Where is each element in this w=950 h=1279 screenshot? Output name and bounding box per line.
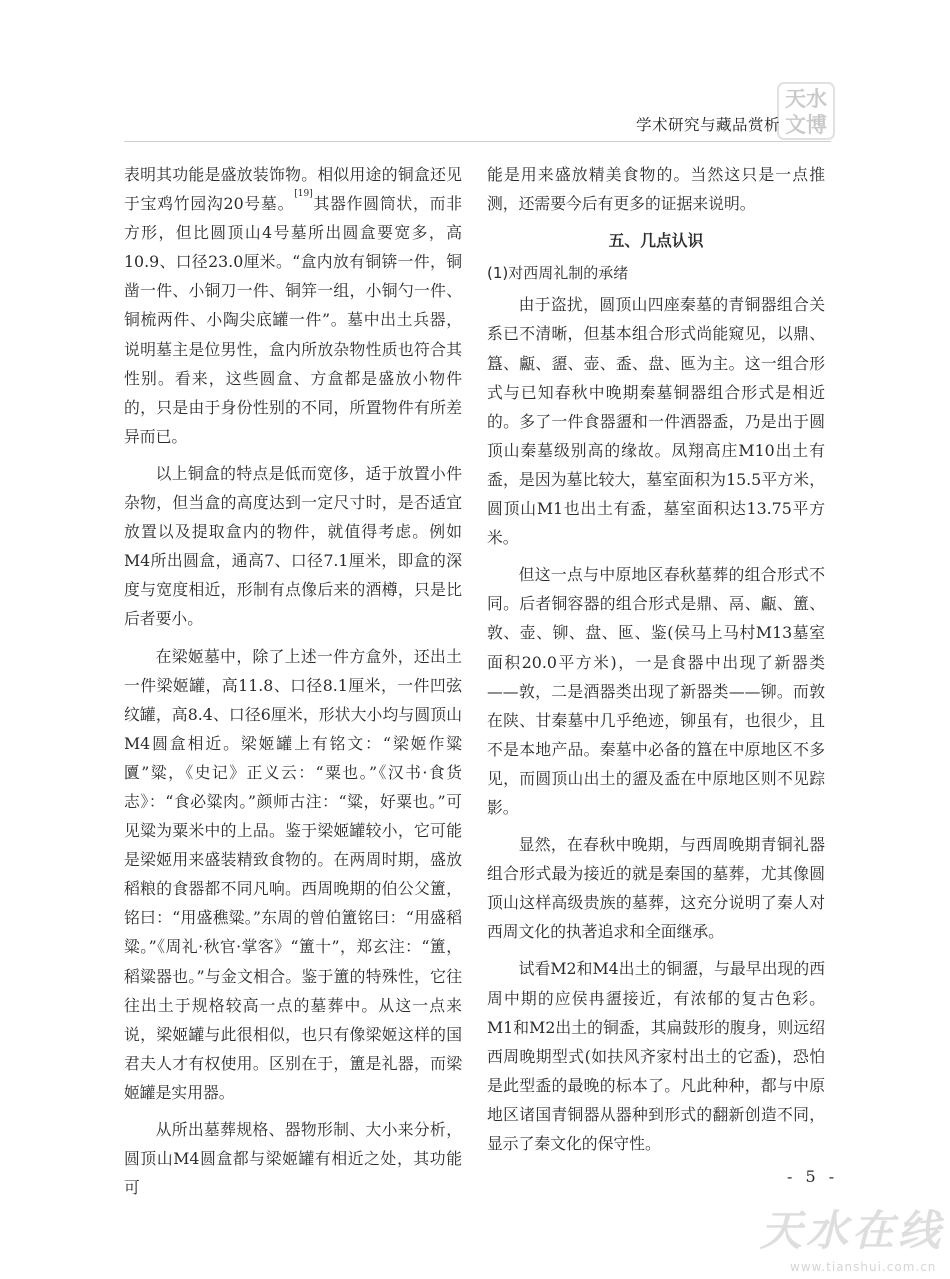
sub-heading: (1)对西周礼制的承绪 bbox=[487, 264, 629, 283]
left-text-column bbox=[124, 160, 462, 1210]
paragraph: 以上铜盒的特点是低而宽侈，适于放置小件杂物，但当盒的高度达到一定尺寸时，是否适宜放置以及提取盒内的物件，就值得考虑。例如M4所出圆盒，通高7、口径7.1厘米，即盒的深度与宽度相近，形制有点像后来的酒樽，只是比后者要小。 bbox=[124, 463, 462, 629]
paragraph: 在梁姬墓中，除了上述一件方盒外，还出土一件梁姬罐，高11.8、口径8.1厘米，一件凹弦纹罐，高8.4、口径6厘米，形状大小均与圆顶山M4圆盒相近。梁姬罐上有铭文：“梁姬作粱匵”粱，《史记》正义云：“粟也。”《汉书·食货志》：“食必粱肉。”颜师古注：“粱，好粟也。”可见粱为粟米中的上品。鉴于梁姬罐较小，它可能是梁姬用来盛装精致食物的。在两周时期，盛放稻粮的食器都不同凡响。西周晚期的伯公父簠，铭曰：“用盛穛粱。”东周的曾伯簠铭曰：“用盛稻粱。”《周礼·秋官·掌客》“簠十”，郑玄注：“簠，稻粱器也。”与金文相合。鉴于簠的特殊性，它往往出土于规格较高一点的墓葬中。从这一点来说，梁姬罐与此很相似，也只有像梁姬这样的国君夫人才有权使用。区别在于，簠是礼器，而梁姬罐是实用器。 bbox=[124, 646, 462, 1102]
paragraph bbox=[124, 160, 462, 451]
header-divider bbox=[124, 141, 831, 142]
paragraph: 能是用来盛放精美食物的。当然这只是一点推测，还需要今后有更多的证据来说明。 bbox=[487, 165, 825, 214]
footnote-reference: [19] bbox=[294, 189, 313, 200]
paragraph-text: 其器作圆筒状，而非方形，但比圆顶山4号墓所出圆盒要宽多，高10.9、口径23.0厘米。“盒内放有铜锛一件，铜凿一件、小铜刀一件、铜笄一组，小铜勺一件、铜梳两件、小陶尖底罐一件”。墓中出土兵器，说明墓主是位男性，盒内所放杂物性质也符合其性别。看来，这些圆盒、方盒都是盛放小物件的，只是由于身份性别的不同，所置物件有所差异而已。 bbox=[124, 194, 462, 446]
right-text-column bbox=[487, 160, 825, 1166]
paragraph: 显然，在春秋中晚期，与西周晚期青铜礼器组合形式最为接近的就是秦国的墓葬，尤其像圆顶山这样高级贵族的墓葬，这充分说明了秦人对西周文化的执著追求和全面继承。 bbox=[487, 835, 825, 942]
page-number: - 5 - bbox=[787, 1167, 839, 1186]
paragraph-text: 表明其功能是盛放装饰物。相似用途的铜盒还见于宝鸡竹园沟20号墓。 bbox=[124, 165, 462, 214]
paragraph: 由于盗扰，圆顶山四座秦墓的青铜器组合关系已不清晰，但基本组合形式尚能窥见，以鼎、簋、甗、盨、壶、盉、盘、匜为主。这一组合形式与已知春秋中晚期秦墓铜器组合形式是相近的。多了一件食器盨和一件酒器盉，乃是出于圆顶山秦墓级别高的缘故。凤翔高庄M10出土有盉，是因为墓比较大，墓室面积为15.5平方米，圆顶山M1也出土有盉，墓室面积达13.75平方米。 bbox=[487, 295, 825, 548]
paragraph: 但这一点与中原地区春秋墓葬的组合形式不同。后者铜容器的组合形式是鼎、鬲、甗、簠、敦、壶、铆、盘、匜、鉴(侯马上马村M13墓室面积20.0平方米)，一是食器中出现了新器类——敦，二是酒器类出现了新器类——铆。而敦在陕、甘秦墓中几乎绝迹，铆虽有，也很少，且不是本地产品。秦墓中必备的簋在中原地区不多见，而圆顶山出土的盨及盉在中原地区则不见踪影。 bbox=[487, 565, 825, 817]
paragraph: 从所出墓葬规格、器物形制、大小来分析，圆顶山M4圆盒都与梁姬罐有相近之处，其功能可 bbox=[124, 1120, 462, 1198]
paragraph: 试看M2和M4出土的铜盨，与最早出现的西周中期的应侯冉盨接近，有浓郁的复古色彩。M1和M2出土的铜盉，其扁鼓形的腹身，则远绍西周晚期型式(如扶风齐家村出土的它盉)，恐怕是此型盉的最晚的标本了。凡此种种，都与中原地区诸国青铜器从器种到形式的翻新创造不同，显示了秦文化的保守性。 bbox=[487, 959, 825, 1153]
section-header-title: 学术研究与藏品赏析 bbox=[636, 116, 781, 134]
site-watermark: 天水在线 bbox=[760, 1206, 945, 1255]
section-heading: 五、几点认识 bbox=[608, 231, 704, 251]
watermark-url: www.tianshui.com.cn bbox=[790, 1260, 937, 1274]
journal-logo: 天水文博 bbox=[777, 82, 835, 140]
